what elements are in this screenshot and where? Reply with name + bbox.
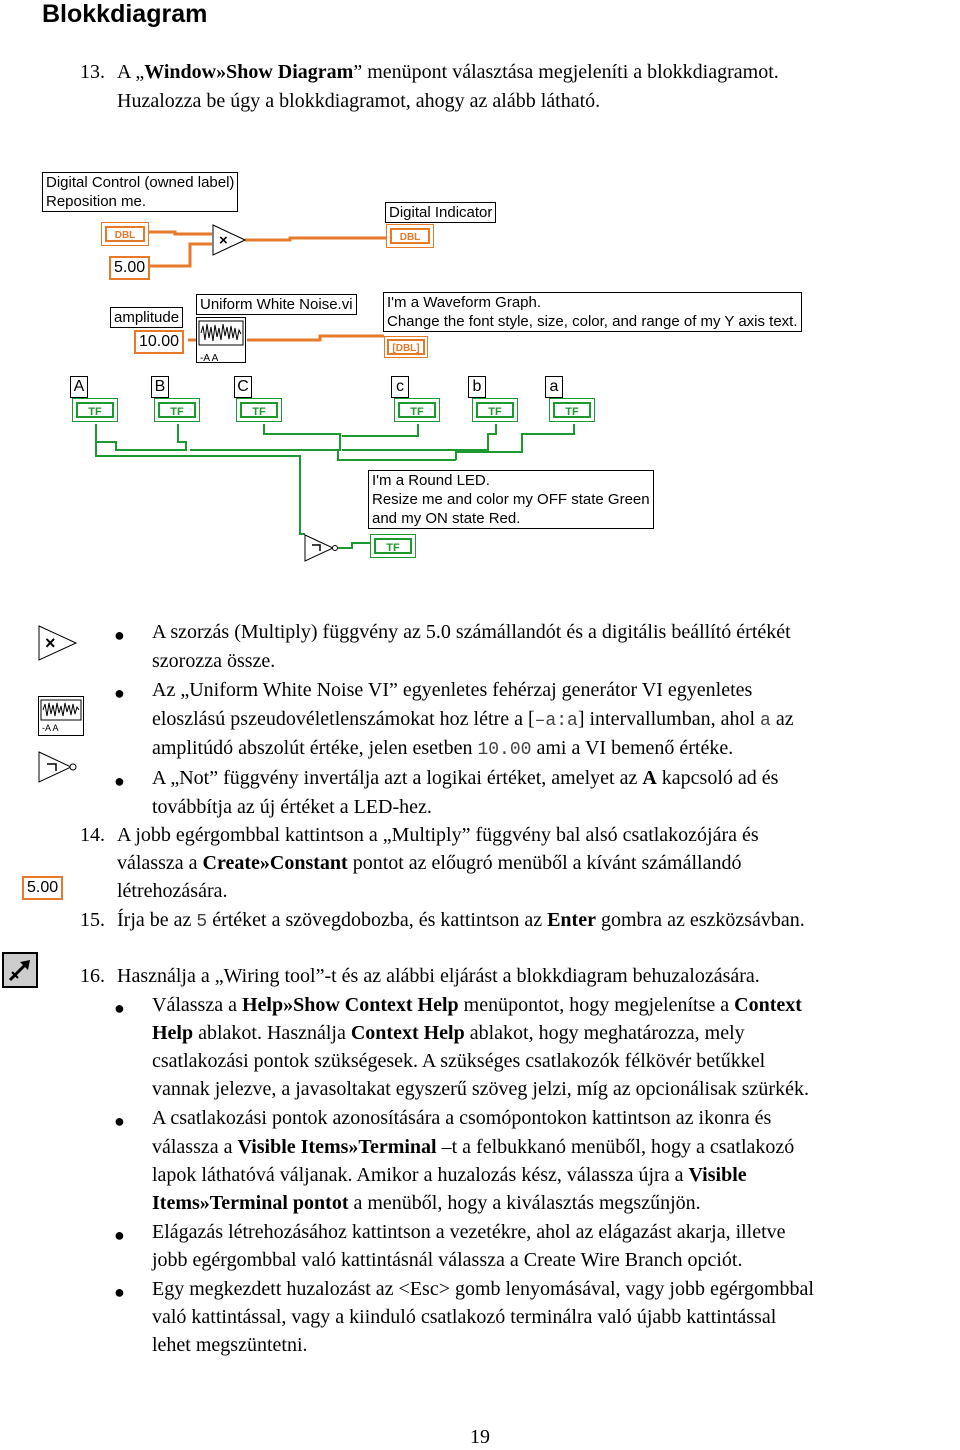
multiply-icon <box>38 625 78 661</box>
step-16-bullet-2-line-1: A csatlakozási pontok azonosítására a csomópontokon kattintson az ikonra és <box>152 1107 772 1129</box>
step-16-bullet-2-line-3: lapok láthatóvá váljanak. Amikor a huzalozás kész, válassza újra a Visible <box>152 1164 747 1186</box>
numeric-constant-icon: 5.00 <box>22 876 63 900</box>
bullet-2-line-2: eloszlású pszeudovéletlenszámokat hoz létre a [–a:a] intervallumban, ahol a az <box>152 708 794 731</box>
bool-terminal-c[interactable] <box>394 398 440 422</box>
bullet-1-line-2: szorozza össze. <box>152 650 276 672</box>
round-led-label: I'm a Round LED. Resize me and color my OFF state Green and my ON state Red. <box>368 470 654 529</box>
bullet-icon: ● <box>114 683 125 703</box>
bullet-icon: ● <box>114 771 125 791</box>
step-16-line-1: Használja a „Wiring tool”-t és az alábbi eljárást a blokkdiagram behuzalozására. <box>117 965 760 987</box>
bool-terminal-b[interactable] <box>472 398 518 422</box>
dbl-tag: DBL <box>105 226 145 242</box>
bool-label-B: B <box>151 376 169 398</box>
tf-tag: TF <box>240 402 278 418</box>
step-14-number: 14. <box>80 824 105 846</box>
bullet-2-line-1: Az „Uniform White Noise VI” egyenletes fehérzaj generátor VI egyenletes <box>152 679 753 701</box>
noise-waveform-icon <box>39 697 83 735</box>
bool-label-b: b <box>468 376 486 398</box>
numeric-constant[interactable]: 5.00 <box>109 256 150 280</box>
bullet-icon: ● <box>114 1225 125 1245</box>
svg-text:×: × <box>219 232 228 249</box>
step-16-bullet-3-line-2: jobb egérgombbal való kattintásnál válassza a Create Wire Branch opciót. <box>152 1249 743 1271</box>
step-16-number: 16. <box>80 965 105 987</box>
step-14-line-2: válassza a Create»Constant pontot az előugró menüből a kívánt számállandó <box>117 852 742 874</box>
bullet-icon: ● <box>114 1282 125 1302</box>
uniform-white-noise-icon <box>38 696 84 736</box>
tf-tag: TF <box>158 402 196 418</box>
bullet-2-line-3: amplitúdó abszolút értéke, jelen esetben 10.00 ami a VI bemenő értéke. <box>152 737 734 760</box>
bool-terminal-A[interactable] <box>72 398 118 422</box>
step-15-line: Írja be az 5 értéket a szövegdobozba, és kattintson az Enter gombra az eszközsávban. <box>117 909 805 932</box>
bool-label-c: c <box>391 376 409 398</box>
tf-tag: TF <box>76 402 114 418</box>
not-function-icon[interactable] <box>304 534 338 562</box>
bullet-3-line-1: A „Not” függvény invertálja azt a logikai értéket, amelyet az A kapcsoló ad és <box>152 767 779 789</box>
block-diagram <box>0 160 960 580</box>
uniform-white-noise-label: Uniform White Noise.vi <box>196 294 357 315</box>
step-13-line-2: Huzalozza be úgy a blokkdiagramot, ahogy az alább látható. <box>117 90 601 112</box>
noise-waveform-icon <box>197 318 245 348</box>
not-function-icon <box>38 751 78 783</box>
digital-indicator-terminal[interactable] <box>386 224 434 248</box>
waveform-graph-label: I'm a Waveform Graph. Change the font style, size, color, and range of my Y axis text. <box>383 292 802 332</box>
bool-label-a: a <box>545 376 563 398</box>
digital-control-label: Digital Control (owned label) Reposition me. <box>42 172 238 212</box>
bool-terminal-C[interactable] <box>236 398 282 422</box>
tf-tag: TF <box>374 538 412 554</box>
step-15-number: 15. <box>80 909 105 931</box>
noise-range-text: -A A <box>200 353 219 364</box>
tf-tag: TF <box>476 402 514 418</box>
step-16-bullet-4-line-3: lehet megszüntetni. <box>152 1334 308 1356</box>
amplitude-value[interactable]: 10.00 <box>134 330 184 354</box>
step-16-bullet-4-line-1: Egy megkezdett huzalozást az <Esc> gomb lenyomásával, vagy jobb egérgombbal <box>152 1278 814 1300</box>
tf-tag: TF <box>398 402 436 418</box>
bool-terminal-B[interactable] <box>154 398 200 422</box>
digital-indicator-label: Digital Indicator <box>385 202 496 223</box>
step-16-bullet-4-line-2: való kattintással, vagy a kiinduló csatlakozó terminálra való újabb kattintással <box>152 1306 777 1328</box>
step-16-bullet-1-line-3: csatlakozási pontok szükségesek. A szükséges csatlakozók félkövér betűkkel <box>152 1050 766 1072</box>
step-16-bullet-1-line-4: vannak jelezve, a javasoltakat egyszerű szöveg jelzi, míg az opcionálisak szürkék. <box>152 1078 809 1100</box>
bullet-icon: ● <box>114 1111 125 1131</box>
bullet-3-line-2: továbbítja az új értéket a LED-hez. <box>152 796 432 818</box>
tf-tag: TF <box>553 402 591 418</box>
bool-label-C: C <box>234 376 252 398</box>
step-16-bullet-2-line-2: válassza a Visible Items»Terminal –t a felbukkanó menüből, hogy a csatlakozó <box>152 1136 795 1158</box>
led-terminal[interactable] <box>370 534 416 558</box>
step-16-bullet-1-line-1: Válassza a Help»Show Context Help menüpontot, hogy megjelenítse a Context <box>152 994 802 1016</box>
amplitude-label: amplitude <box>110 307 183 328</box>
step-14-line-1: A jobb egérgombbal kattintson a „Multiply” függvény bal alsó csatlakozójára és <box>117 824 759 846</box>
step-16-bullet-1-line-2: Help ablakot. Használja Context Help ablakot, hogy meghatározza, mely <box>152 1022 745 1044</box>
waveform-graph-terminal[interactable] <box>384 336 428 358</box>
step-16-bullet-2-line-4: Items»Terminal pontot a menüből, hogy a kiválasztás megszűnjön. <box>152 1192 701 1214</box>
step-13-number: 13. <box>80 61 105 83</box>
bool-label-A: A <box>70 376 88 398</box>
dbl-tag: DBL <box>390 228 430 244</box>
digital-control-terminal[interactable] <box>101 222 149 246</box>
noise-range-text: -A A <box>42 723 59 733</box>
multiply-icon[interactable] <box>212 224 246 256</box>
step-13-line-1: A „Window»Show Diagram” menüpont választása megjeleníti a blokkdiagramot. <box>117 61 779 83</box>
step-16-bullet-3-line-1: Elágazás létrehozásához kattintson a vezetékre, ahol az elágazást akarja, illetve <box>152 1221 786 1243</box>
bool-terminal-a[interactable] <box>549 398 595 422</box>
bullet-icon: ● <box>114 625 125 645</box>
dbl-tag: [DBL] <box>387 339 425 355</box>
bullet-1-line-1: A szorzás (Multiply) függvény az 5.0 számállandót és a digitális beállító értékét <box>152 621 791 643</box>
step-14-line-3: létrehozására. <box>117 880 228 902</box>
section-heading: Blokkdiagram <box>42 0 208 28</box>
svg-text:×: × <box>45 633 56 653</box>
wiring-tool-icon <box>2 952 38 988</box>
uniform-white-noise-icon[interactable] <box>196 317 246 363</box>
page-number: 19 <box>470 1426 490 1448</box>
bullet-icon: ● <box>114 998 125 1018</box>
